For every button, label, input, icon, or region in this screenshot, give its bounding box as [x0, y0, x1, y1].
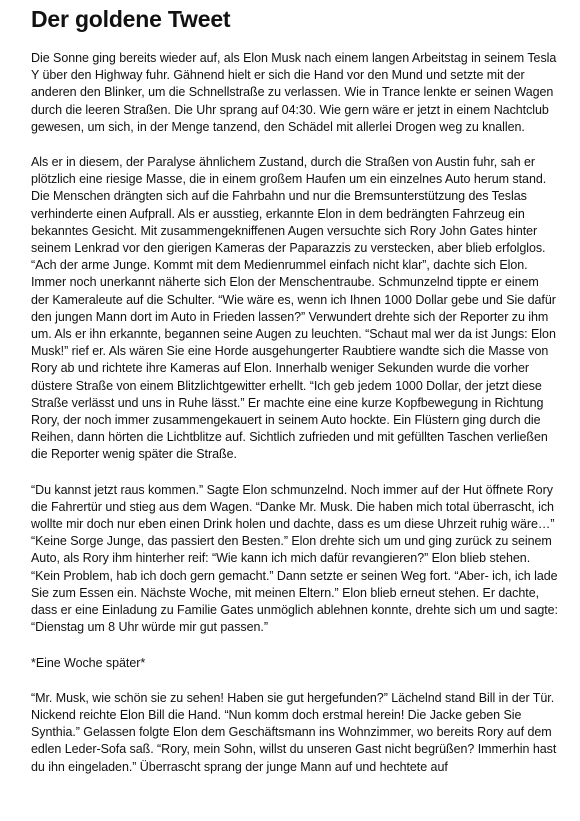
- paragraph-3: “Du kannst jetzt raus kommen.” Sagte Elon schmunzelnd. Noch immer auf der Hut öffnete Rory die Fahrertür und stieg aus dem Wagen. “Danke Mr. Musk. Die haben mich total überrascht, ich wollte mir doch nur eben einen Drink holen und dachte, dass es um diese Uhrzeit ruhig wäre…”: [31, 482, 555, 532]
- scene-break: *Eine Woche später*: [31, 655, 146, 670]
- paragraph-5: “Mr. Musk, wie schön sie zu sehen! Haben sie gut hergefunden?” Lächelnd stand Bill in der Tür. Nickend reichte Elon Bill die Hand. “Nun komm doch erstmal herein! Die Jacke geben Sie Synthia.” Gelassen folgte Elon dem Geschäftsmann ins Wohnzimmer, wo bereits Rory auf dem edlen Leder-Sofa saß. “Rory, mein Sohn, willst du unseren Gast nicht begrüßen? Immerhin hast du ihn eingeladen.” Überrascht sprang der junge Mann auf und hechtete auf: [31, 690, 557, 774]
- paragraph-1: Die Sonne ging bereits wieder auf, als Elon Musk nach einem langen Arbeitstag in seinem Tesla Y über den Highway fuhr. Gähnend hielt er sich die Hand vor den Mund und setzte mit der anderen den Blinker, um die Schnellstraße zu verlassen. Wie in Trance lenkte er seinen Wagen durch die leeren Straßen. Die Uhr sprang auf 04:30. Wie gern wäre er jetzt in einem Nachtclub gewesen, um sich, in der Menge tanzend, den Schädel mit allerlei Drogen weg zu knallen.: [31, 51, 557, 134]
- document-title: Der goldene Tweet: [31, 6, 231, 32]
- paragraph-4: “Keine Sorge Junge, das passiert den Besten.” Elon drehte sich um und ging zurück zu seinem Auto, als Rory ihm hinterher reif: “Wie kann ich mich dafür revangieren?” Elon blieb stehen. “Kein Problem, hab ich doch gern gemacht.” Dann setzte er seinen Weg fort. “Aber- ich, ich lade Sie zum Essen ein. Nächste Woche, mit meinen Eltern.” Elon blieb erneut stehen. Er dachte, dass er eine Einladung zu Familie Gates unmöglich ablehnen konnte, drehte sich um und sagte: “Dienstag um 8 Uhr würde mir gut passen.”: [31, 534, 558, 635]
- paragraph-2: Als er in diesem, der Paralyse ähnlichem Zustand, durch die Straßen von Austin fuhr, sah er plötzlich eine riesige Masse, die in einem großem Haufen um ein einzelnes Auto herum stand. Die Menschen drängten sich auf die Fahrbahn und nur die Bremsunterstützung des Teslas verhinderte einen Aufprall. Als er ausstieg, erkannte Elon in dem bedrängten Fahrzeug ein bekanntes Gesicht. Mit zusammengekniffenen Augen versuchte sich Rory John Gates hinter seinem Lenkrad vor den gierigen Kameras der Paparazzis zu verstecken, aber blieb erfolglos. “Ach der arme Junge. Kommt mit dem Medienrummel einfach nicht klar”, dachte sich Elon. Immer noch unerkannt näherte sich Elon der Menschentraube. Schmunzelnd tippte er einem der Kameraleute auf die Schulter. “Wie wäre es, wenn ich Ihnen 1000 Dollar gebe und Sie dafür den jungen Mann dort im Auto in Frieden lassen?” Verwundert drehte sich der Reporter zu ihm um. Als er ihn erkannte, begannen seine Augen zu leuchten. “Schaut mal wer da ist Jungs: Elon Musk!” rief er. Als wären Sie eine Horde ausgehungerter Raubtiere wandte sich die Masse von Rory ab und richtete ihre Kameras auf Elon. Innerhalb weniger Sekunden wurde die vorher düstere Straße von einem Blitzlichtgewitter erhellt. “Ich geb jedem 1000 Dollar, der jetzt diese Straße verlässt und uns in Ruhe lässt.” Er machte eine eine kurze Kopfbewegung in Richtung Rory, der noch immer zusammengekauert in seinem Auto hockte. Ein Flüstern ging durch die Reihen, dann hörten die Lichtblitze auf. Sichtlich zufrieden und mit gefüllten Taschen verließen die Reporter wenig später die Straße.: [31, 155, 556, 462]
